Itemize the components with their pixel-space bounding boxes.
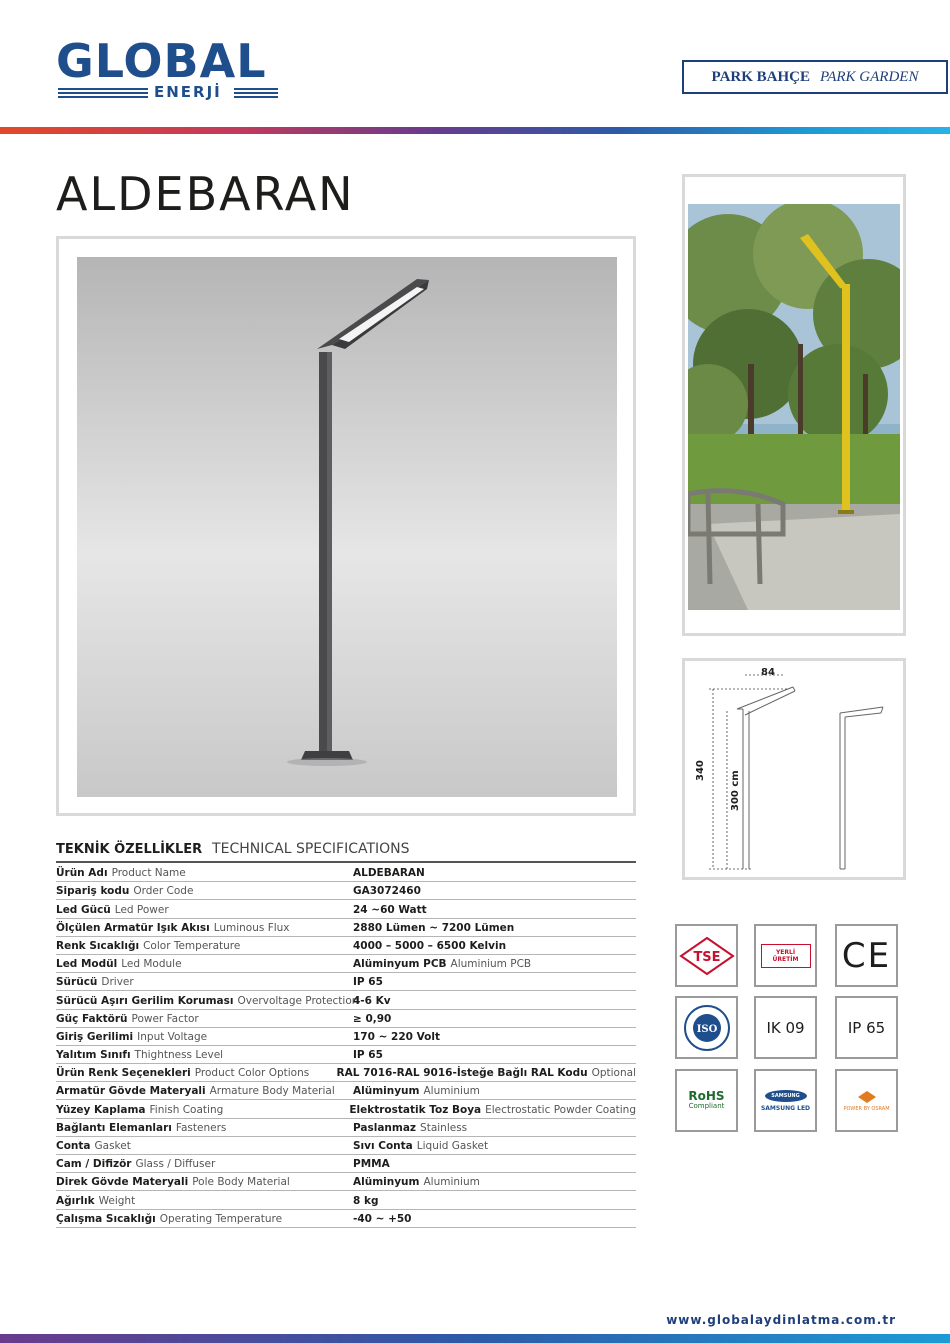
spec-value [337, 1066, 636, 1080]
spec-value-en: Stainless [420, 1121, 468, 1134]
samsung-logo-icon [765, 1090, 807, 1102]
cert-ip [835, 996, 898, 1059]
spec-label [56, 1066, 337, 1080]
spec-row [56, 1028, 636, 1046]
spec-label-tr: Armatür Gövde Materyali [56, 1085, 206, 1098]
spec-heading-tr: TEKNİK ÖZELLİKLER [56, 842, 203, 857]
spec-label-en: Gasket [94, 1140, 131, 1152]
spec-value-tr: 170 ~ 220 Volt [353, 1030, 440, 1043]
ce-mark-icon: CE [841, 935, 892, 976]
spec-value [353, 1139, 636, 1153]
product-title: ALDEBARAN [56, 167, 355, 221]
spec-label-tr: Sipariş kodu [56, 885, 130, 898]
spec-row [56, 1100, 636, 1118]
cert-osram [835, 1069, 898, 1132]
ip-rating: IP 65 [847, 1018, 886, 1037]
spec-value [353, 884, 636, 898]
spec-row [56, 864, 636, 882]
svg-text:TSE: TSE [692, 949, 721, 965]
spec-label-en: Led Power [114, 903, 169, 916]
spec-value [353, 1212, 636, 1226]
osram-icon [857, 1090, 877, 1104]
spec-label-tr: Bağlantı Elemanları [56, 1121, 172, 1134]
cert-yerli-uretim [754, 924, 817, 987]
spec-label-tr: Ölçülen Armatür Işık Akısı [56, 921, 210, 934]
spec-label-tr: Sürücü Aşırı Gerilim Koruması [56, 994, 234, 1007]
spec-value-tr: 4-6 Kv [353, 994, 391, 1007]
spec-label [56, 1139, 353, 1153]
logo-stripes-right [234, 88, 278, 100]
spec-value-tr: Alüminyum [353, 1085, 420, 1098]
spec-label-tr: Renk Sıcaklığı [56, 939, 140, 952]
spec-label-tr: Cam / Difizör [56, 1158, 132, 1171]
spec-label [56, 1121, 353, 1135]
spec-label-en: Input Voltage [137, 1030, 208, 1043]
spec-label [56, 957, 353, 971]
spec-label-tr: Led Gücü [56, 903, 111, 916]
spec-label [56, 884, 353, 898]
application-photo [688, 204, 900, 610]
spec-label-en: Led Module [121, 958, 182, 971]
spec-label [56, 1194, 353, 1208]
spec-value-tr: 24 ~60 Watt [353, 903, 427, 916]
spec-label-tr: Yüzey Kaplama [56, 1103, 146, 1116]
spec-label-tr: Led Modül [56, 958, 118, 971]
spec-row [56, 1137, 636, 1155]
spec-label [56, 994, 359, 1008]
cert-ik [754, 996, 817, 1059]
product-render [77, 257, 617, 797]
cert-iso [675, 996, 738, 1059]
spec-value-tr: IP 65 [353, 1049, 383, 1062]
iso-seal-icon [682, 1003, 732, 1053]
spec-label-en: Armature Body Material [209, 1085, 335, 1098]
spec-value-tr: ≥ 0,90 [353, 1012, 392, 1025]
spec-row [56, 937, 636, 955]
spec-heading [56, 840, 410, 857]
spec-value [353, 866, 636, 880]
spec-value-en: Aluminium [423, 1176, 480, 1189]
spec-value [353, 1030, 636, 1044]
spec-label [56, 1103, 349, 1117]
svg-text:ISO: ISO [696, 1023, 717, 1035]
spec-row [56, 919, 636, 937]
spec-label-en: Driver [101, 976, 134, 989]
spec-row [56, 1046, 636, 1064]
spec-value-tr: Elektrostatik Toz Boya [349, 1103, 482, 1116]
cert-samsung [754, 1069, 817, 1132]
spec-value-en: Aluminium PCB [450, 958, 532, 971]
spec-value-en: Liquid Gasket [416, 1140, 489, 1152]
spec-value [353, 1048, 636, 1062]
spec-label [56, 903, 353, 917]
spec-label [56, 1157, 353, 1171]
spec-label [56, 1048, 353, 1062]
spec-value [353, 1175, 636, 1189]
spec-value-tr: -40 ~ +50 [353, 1212, 412, 1225]
top-color-band [0, 127, 950, 134]
spec-row [56, 955, 636, 973]
spec-row [56, 1082, 636, 1100]
spec-label [56, 1084, 353, 1098]
spec-value-tr: ALDEBARAN [353, 867, 425, 880]
spec-value [353, 921, 636, 935]
spec-label-tr: Giriş Gerilimi [56, 1030, 134, 1043]
spec-label [56, 1030, 353, 1044]
spec-label-en: Luminous Flux [213, 921, 290, 934]
dim-width-label: 84 [761, 667, 775, 678]
spec-label [56, 1175, 353, 1189]
spec-value-tr: 8 kg [353, 1194, 379, 1207]
spec-value-tr: 4000 – 5000 – 6500 Kelvin [353, 939, 507, 952]
spec-value [353, 903, 636, 917]
spec-label-en: Fasteners [175, 1121, 227, 1134]
category-tr: PARK BAHÇE [711, 68, 810, 85]
spec-row [56, 973, 636, 991]
application-photo-frame [682, 174, 906, 636]
yerli-uretim-badge [761, 944, 811, 968]
spec-value-tr: RAL 7016-RAL 9016-İsteğe Bağlı RAL Kodu [336, 1067, 588, 1080]
spec-value [353, 1194, 636, 1208]
spec-row [56, 1155, 636, 1173]
spec-value [349, 1103, 636, 1117]
spec-label-en: Glass / Diffuser [135, 1158, 216, 1171]
spec-value-en: Aluminium [423, 1085, 480, 1098]
spec-value-tr: 2880 Lümen ~ 7200 Lümen [353, 921, 515, 934]
spec-value [353, 975, 636, 989]
spec-label [56, 866, 353, 880]
spec-label-tr: Ürün Adı [56, 867, 108, 880]
spec-label-en: Order Code [133, 885, 194, 898]
spec-heading-rule [56, 861, 636, 863]
spec-label-tr: Çalışma Sıcaklığı [56, 1212, 156, 1225]
spec-row [56, 1064, 636, 1082]
spec-row [56, 1119, 636, 1137]
spec-row [56, 1191, 636, 1209]
spec-value [353, 1121, 636, 1135]
spec-label-tr: Conta [56, 1140, 91, 1152]
spec-label-en: Operating Temperature [159, 1212, 283, 1225]
category-badge [682, 60, 948, 94]
cert-ce [835, 924, 898, 987]
pole-render-svg [77, 257, 617, 797]
spec-row [56, 1010, 636, 1028]
spec-value [353, 939, 636, 953]
samsung-logo-text: SAMSUNG [771, 1092, 800, 1099]
rohs-label: RoHS [688, 1089, 725, 1103]
spec-label-tr: Direk Gövde Materyali [56, 1176, 189, 1189]
spec-value [353, 957, 636, 971]
spec-row [56, 1210, 636, 1228]
cert-rohs [675, 1069, 738, 1132]
spec-label-en: Weight [98, 1194, 136, 1207]
logo-sub: ENERJİ [154, 83, 222, 101]
spec-value-tr: IP 65 [353, 976, 383, 989]
spec-row [56, 1173, 636, 1191]
spec-label-tr: Ağırlık [56, 1194, 95, 1207]
product-render-frame [56, 236, 636, 816]
park-scene-svg [688, 204, 900, 610]
spec-label-tr: Güç Faktörü [56, 1012, 128, 1025]
spec-label-tr: Yalıtım Sınıfı [56, 1049, 131, 1062]
cert-tse [675, 924, 738, 987]
spec-value [353, 1084, 636, 1098]
rohs-sub: Compliant [688, 1102, 725, 1110]
ik-rating: IK 09 [766, 1018, 805, 1037]
spec-value-tr: Alüminyum PCB [353, 958, 447, 971]
dimension-drawing-frame [682, 658, 906, 880]
spec-label-en: Thightness Level [134, 1049, 224, 1062]
spec-value-tr: Sıvı Conta [353, 1140, 413, 1152]
spec-label-en: Product Name [111, 867, 186, 880]
spec-label [56, 1012, 353, 1026]
osram-label: POWER BY OSRAM [843, 1105, 890, 1112]
spec-value [353, 994, 636, 1008]
spec-value-en: Electrostatic Powder Coating [485, 1103, 636, 1116]
footer-url[interactable]: www.globalaydinlatma.com.tr [666, 1313, 896, 1327]
spec-label-tr: Sürücü [56, 976, 98, 989]
brand-logo [56, 36, 280, 102]
logo-stripes-left [58, 88, 148, 100]
spec-label [56, 939, 353, 953]
spec-label [56, 1212, 353, 1226]
yerli-uretim-label: YERLİ ÜRETİM [772, 948, 799, 963]
logo-word: GLOBAL [56, 34, 267, 88]
spec-label-en: Pole Body Material [192, 1176, 290, 1189]
samsung-led-label: SAMSUNG LED [760, 1104, 811, 1112]
spec-value-tr: Alüminyum [353, 1176, 420, 1189]
spec-value-tr: PMMA [353, 1158, 390, 1171]
bottom-color-band [0, 1334, 950, 1343]
dim-height-pole-label: 300 cm [730, 770, 741, 811]
spec-row [56, 882, 636, 900]
spec-value [353, 1157, 636, 1171]
spec-value-en: Optional [591, 1067, 636, 1080]
spec-label-en: Color Temperature [143, 939, 241, 952]
category-en: PARK GARDEN [820, 68, 919, 85]
tse-logo-icon [679, 936, 735, 976]
spec-label-en: Overvoltage Protection [237, 994, 359, 1007]
spec-row [56, 991, 636, 1009]
spec-value-tr: GA3072460 [353, 885, 421, 898]
spec-value [353, 1012, 636, 1026]
spec-label [56, 975, 353, 989]
spec-label-en: Power Factor [131, 1012, 199, 1025]
spec-label-tr: Ürün Renk Seçenekleri [56, 1067, 191, 1080]
spec-value-tr: Paslanmaz [353, 1121, 417, 1134]
dimension-drawing [685, 661, 903, 877]
spec-label-en: Finish Coating [149, 1103, 224, 1116]
dim-height-total-label: 340 [695, 760, 706, 781]
spec-heading-en: TECHNICAL SPECIFICATIONS [212, 841, 410, 857]
spec-table [56, 864, 636, 1228]
spec-label-en: Product Color Options [194, 1067, 310, 1080]
spec-label [56, 921, 353, 935]
spec-row [56, 900, 636, 918]
